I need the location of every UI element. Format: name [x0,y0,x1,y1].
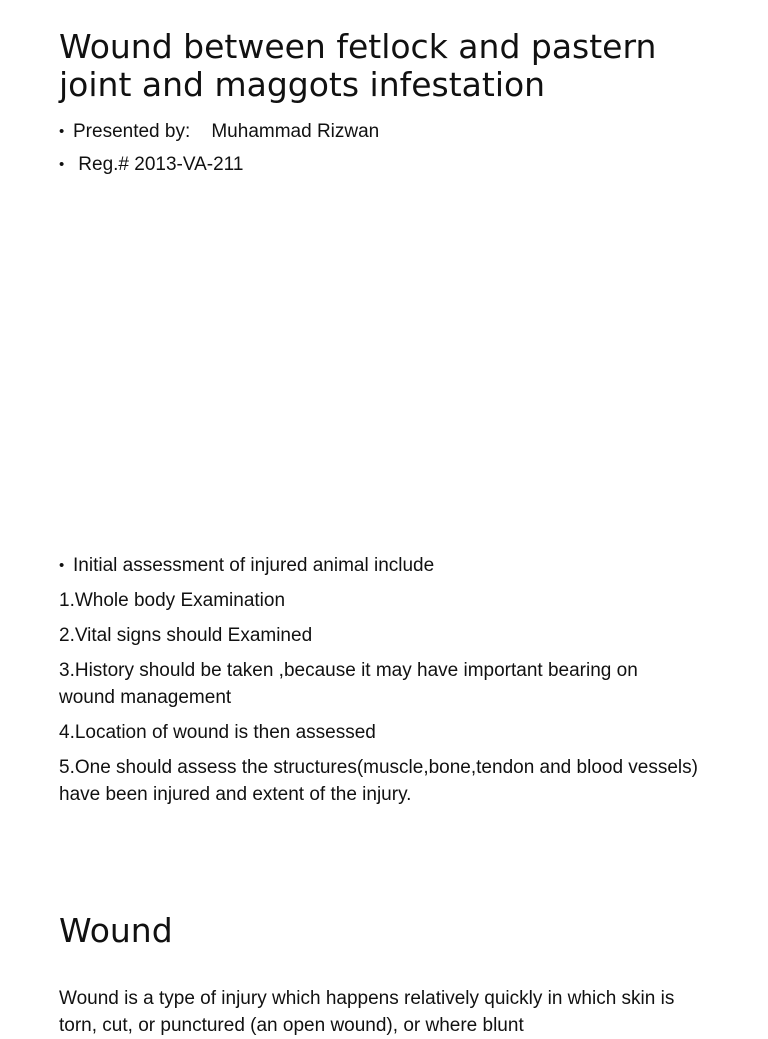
assessment-intro: • Initial assessment of injured animal include [59,552,699,579]
wound-definition: Wound is a type of injury which happens relatively quickly in which skin is torn, cut, or punctured (an open wound), or where blunt [59,988,675,1036]
presenter-list [59,120,379,177]
presenter-name: • Presented by: Muhammad Rizwan [59,120,379,144]
registration-number: • Reg.# 2013-VA-211 [59,153,379,177]
assessment-item: 5.One should assess the structures(muscle,bone,tendon and blood vessels) have been injured and extent of the injury. [59,757,698,805]
assessment-item: 1.Whole body Examination [59,590,286,611]
slide-title: Wound [59,911,173,950]
assessment-item: 4.Location of wound is then assessed [59,722,376,743]
slide-2 [0,520,768,880]
assessment-item: 2.Vital signs should Examined [59,625,313,646]
assessment-item: 3.History should be taken ,because it may have important bearing on wound management [59,660,638,708]
slide-title: Wound between fetlock and pastern joint and maggots infestation [59,27,657,104]
assessment-list [59,552,699,816]
